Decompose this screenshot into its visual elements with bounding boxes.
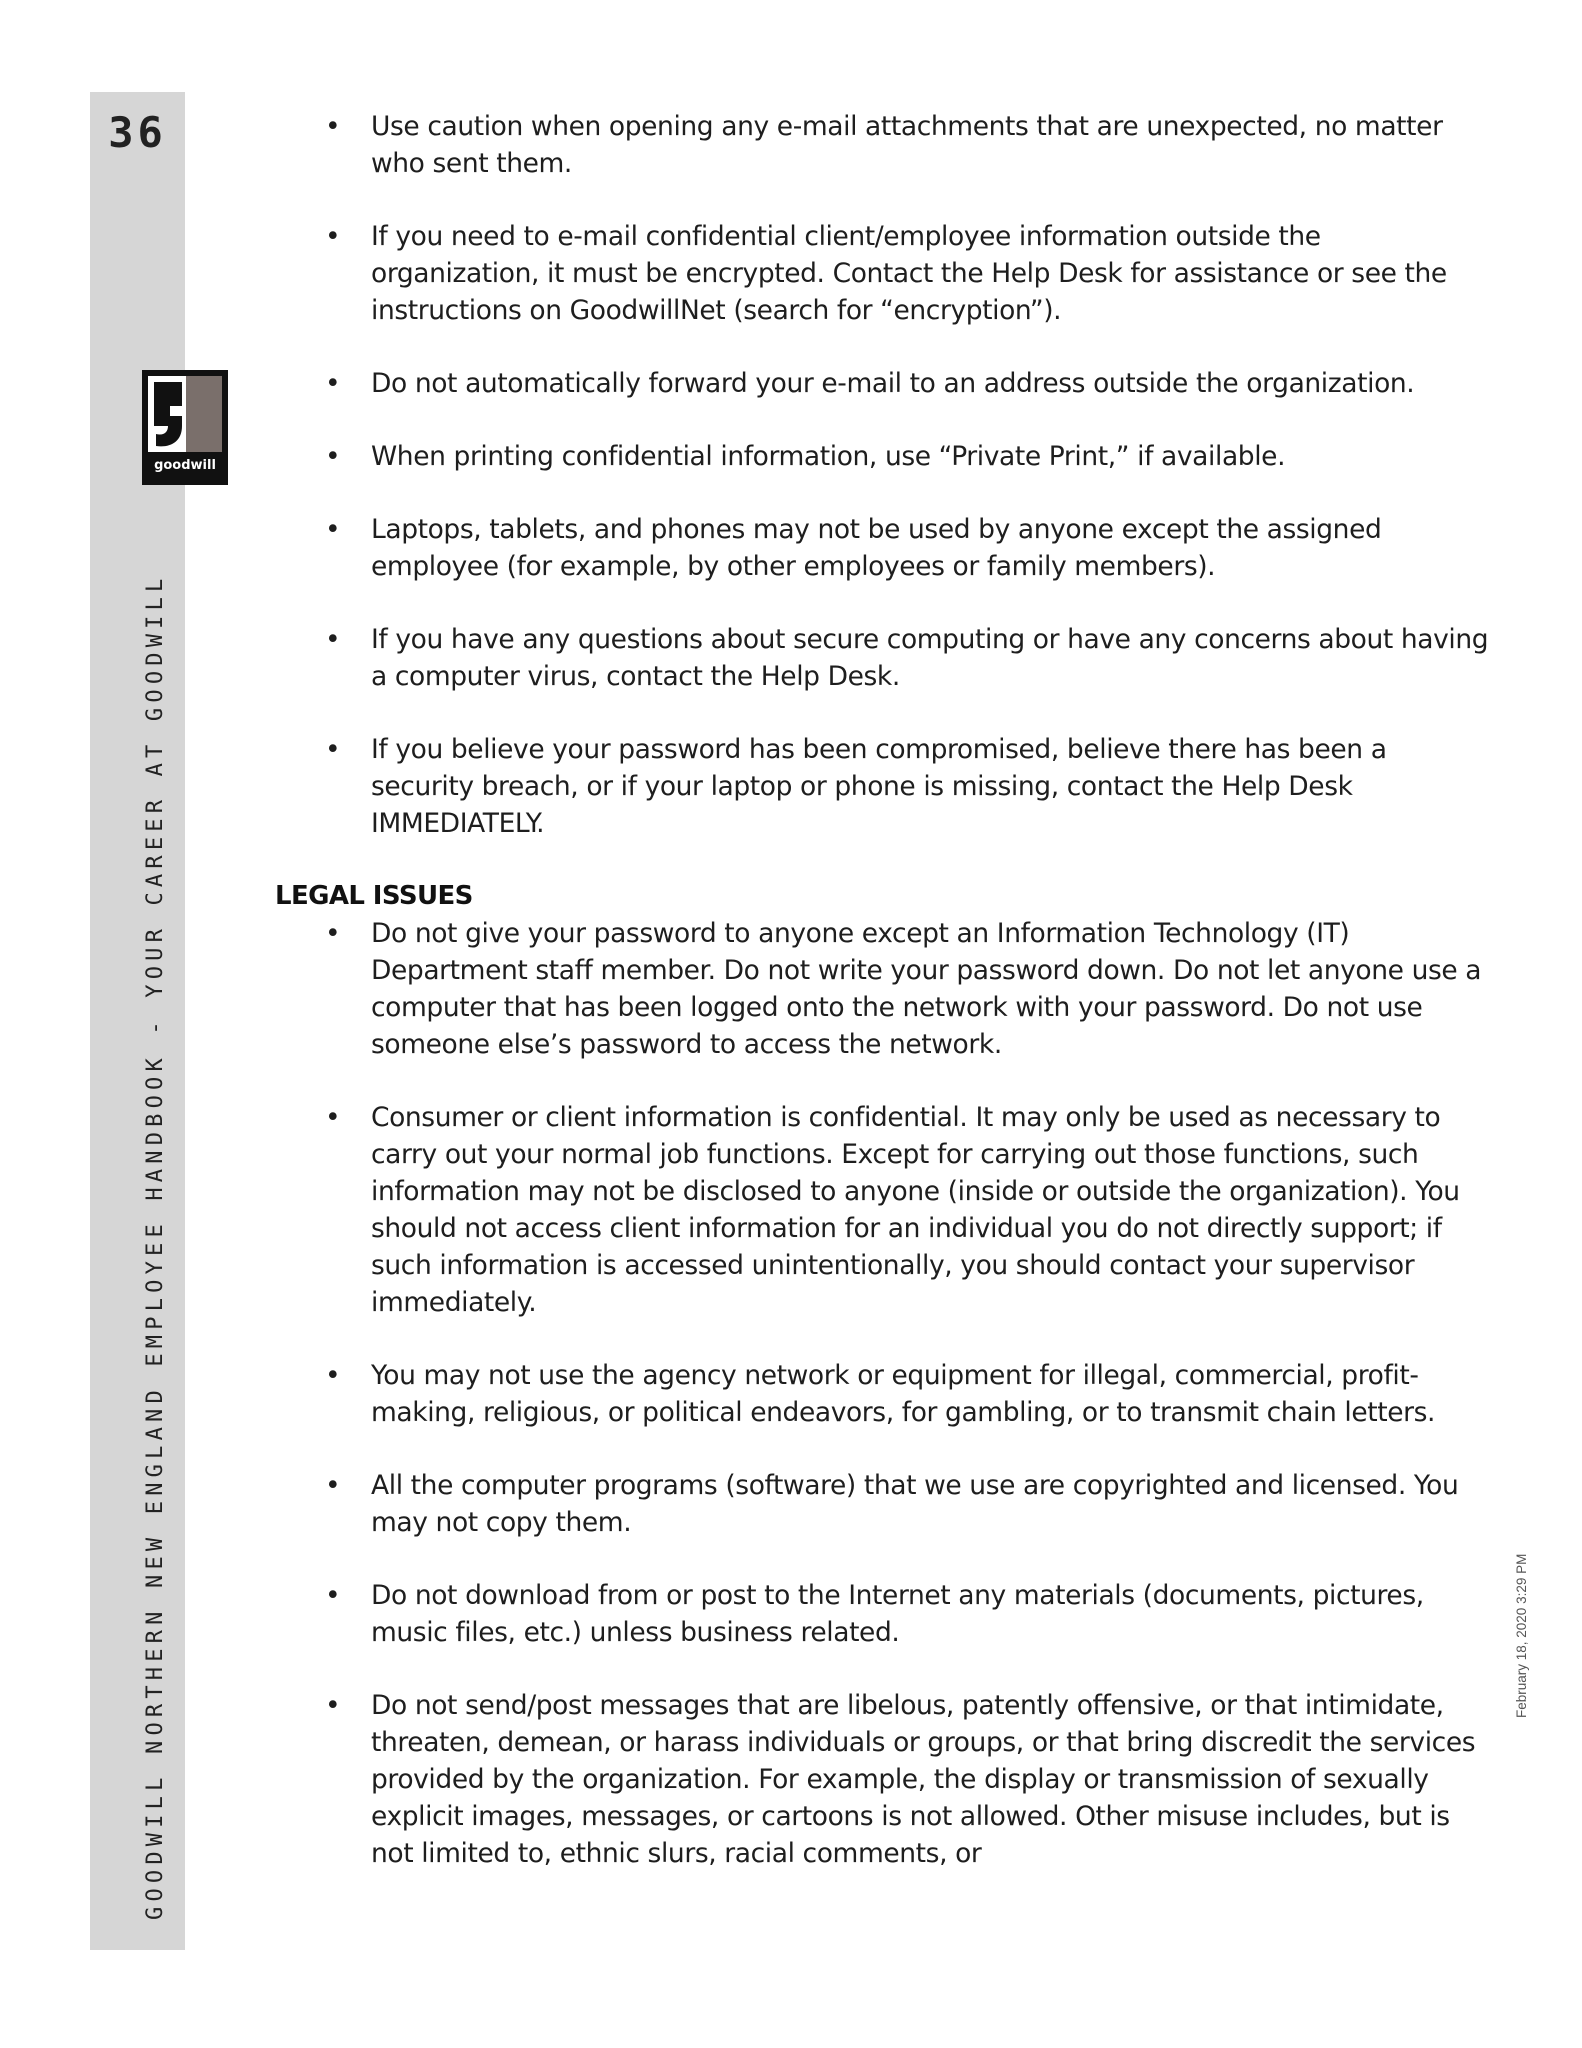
list-item (275, 1577, 1495, 1651)
logo-wordmark: goodwill (154, 458, 216, 473)
list-item-text: All the computer programs (software) that we use are copyrighted and licensed. You may not copy them. (371, 1470, 1459, 1538)
list-item (275, 1467, 1495, 1541)
list-item (275, 1687, 1495, 1872)
section-heading-legal-issues: LEGAL ISSUES (275, 881, 473, 911)
list-item (275, 731, 1495, 842)
bullet-icon: • (325, 1102, 341, 1133)
list-item (275, 915, 1495, 1063)
handbook-side-title: GOODWILL NORTHERN NEW ENGLAND EMPLOYEE HANDBOOK - YOUR CAREER AT GOODWILL (143, 573, 168, 1920)
list-item-text: You may not use the agency network or equipment for illegal, commercial, profit-making, religious, or political endeavors, for gambling, or to transmit chain letters. (371, 1360, 1436, 1428)
page-number: 36 (108, 108, 167, 157)
security-list (275, 108, 1495, 842)
bullet-icon: • (325, 1690, 341, 1721)
bullet-icon: • (325, 1470, 341, 1501)
list-item (275, 1099, 1495, 1321)
print-date-stamp: February 18, 2020 3:29 PM (1514, 1553, 1529, 1718)
list-item-text: Do not automatically forward your e-mail to an address outside the organization. (371, 368, 1415, 399)
bullet-icon: • (325, 1580, 341, 1611)
list-item-text: If you believe your password has been compromised, believe there has been a security breach, or if your laptop or phone is missing, contact the Help Desk IMMEDIATELY. (371, 734, 1387, 839)
bullet-icon: • (325, 624, 341, 655)
bullet-icon: • (325, 368, 341, 399)
list-item-text: If you need to e-mail confidential client/employee information outside the organization, it must be encrypted. Contact the Help Desk for assistance or see the instructions on GoodwillNet (search for “encryption”). (371, 221, 1447, 326)
list-item (275, 218, 1495, 329)
bullet-icon: • (325, 111, 341, 142)
legal-issues-list (275, 915, 1495, 1872)
list-item-text: Do not give your password to anyone except an Information Technology (IT) Department staff member. Do not write your password down. Do not let anyone use a computer that has been logged onto the network with your password. Do not use someone else’s password to access the network. (371, 918, 1482, 1060)
list-item-text: Consumer or client information is confidential. It may only be used as necessary to carry out your normal job functions. Except for carrying out those functions, such information may not be disclosed to anyone (inside or outside the organization). You should not access client information for an individual you do not directly support; if such information is accessed unintentionally, you should contact your supervisor immediately. (371, 1102, 1460, 1318)
list-item-text: Laptops, tablets, and phones may not be used by anyone except the assigned employee (for example, by other employees or family members). (371, 514, 1382, 582)
list-item (275, 621, 1495, 695)
list-item-text: When printing confidential information, use “Private Print,” if available. (371, 441, 1286, 472)
list-item-text: Use caution when opening any e-mail attachments that are unexpected, no matter who sent them. (371, 111, 1443, 179)
bullet-icon: • (325, 514, 341, 545)
list-item-text: If you have any questions about secure computing or have any concerns about having a computer virus, contact the Help Desk. (371, 624, 1489, 692)
bullet-icon: • (325, 918, 341, 949)
bullet-icon: • (325, 734, 341, 765)
list-item (275, 438, 1495, 475)
bullet-icon: • (325, 1360, 341, 1391)
page-content (275, 108, 1495, 1908)
goodwill-g-icon (148, 376, 222, 452)
goodwill-logo (142, 370, 228, 485)
list-item (275, 365, 1495, 402)
bullet-icon: • (325, 441, 341, 472)
list-item (275, 108, 1495, 182)
list-item-text: Do not send/post messages that are libelous, patently offensive, or that intimidate, threaten, demean, or harass individuals or groups, or that bring discredit the services provided by the organization. For example, the display or transmission of sexually explicit images, messages, or cartoons is not allowed. Other misuse includes, but is not limited to, ethnic slurs, racial comments, or (371, 1690, 1476, 1869)
list-item (275, 1357, 1495, 1431)
list-item (275, 511, 1495, 585)
bullet-icon: • (325, 221, 341, 252)
list-item-text: Do not download from or post to the Internet any materials (documents, pictures, music files, etc.) unless business related. (371, 1580, 1424, 1648)
